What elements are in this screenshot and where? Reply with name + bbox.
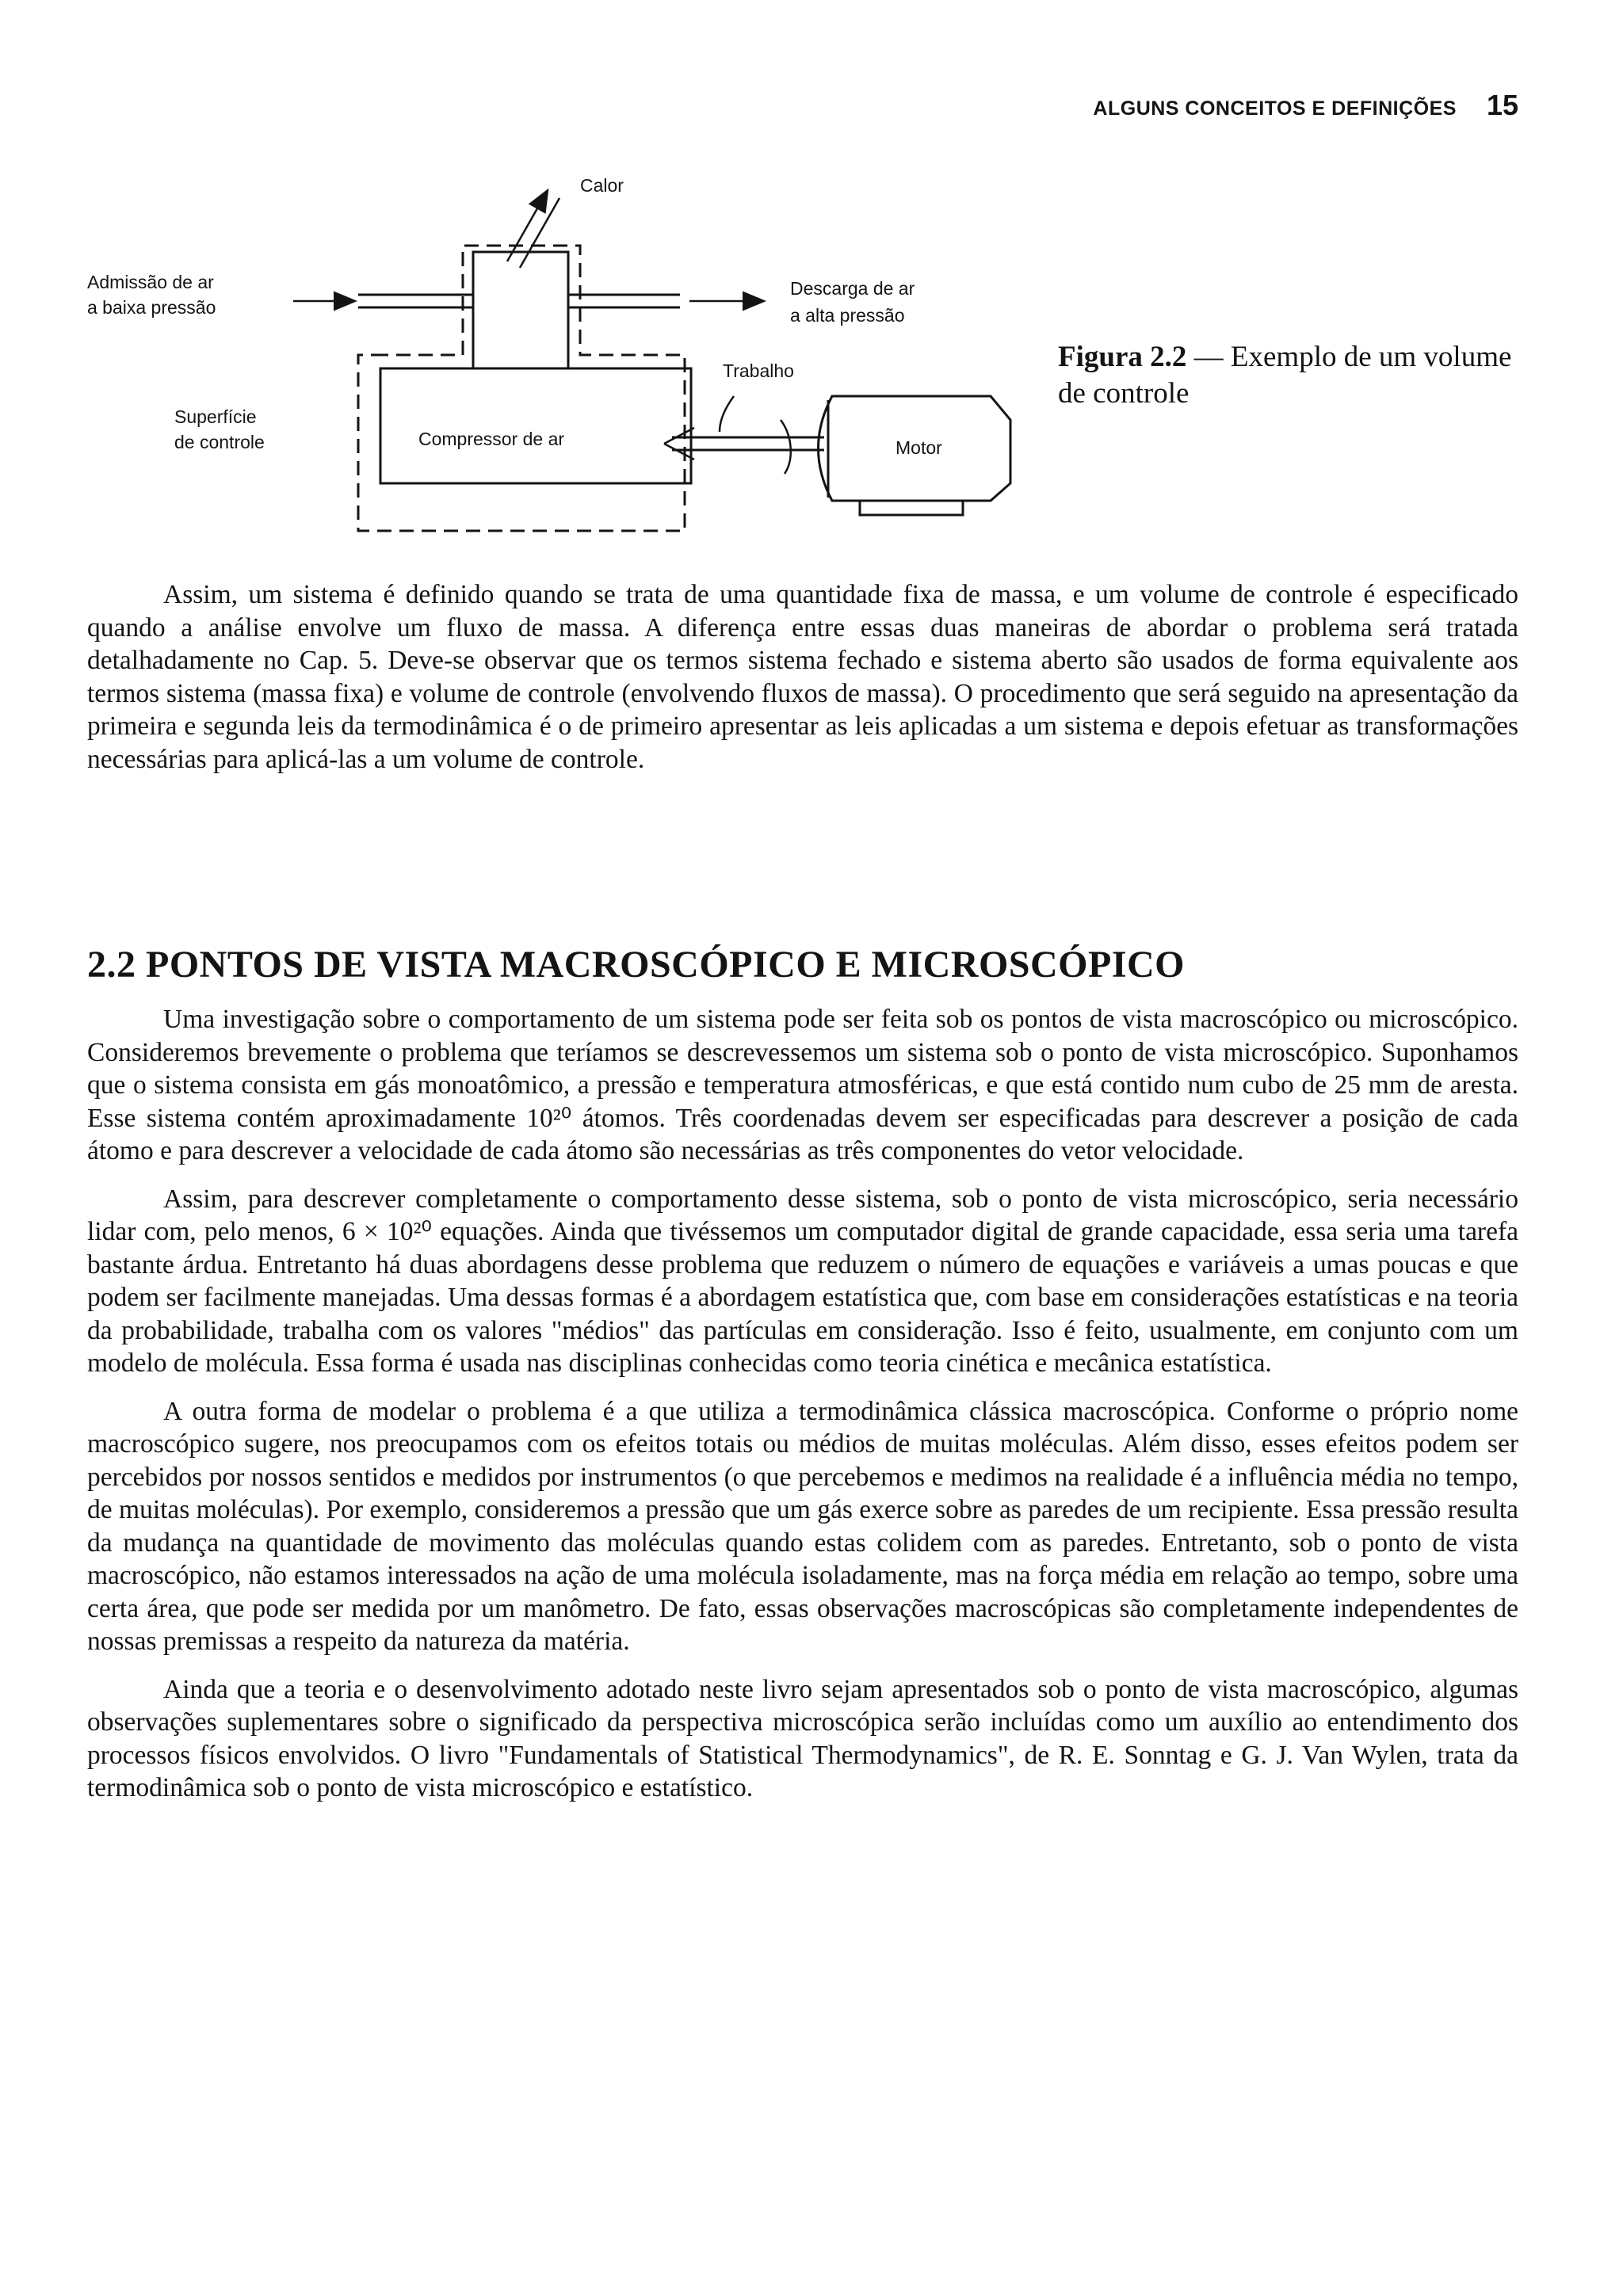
label-outlet-1: Descarga de ar bbox=[790, 278, 915, 299]
control-surface bbox=[358, 246, 685, 531]
page-number: 15 bbox=[1486, 89, 1518, 121]
label-work: Trabalho bbox=[723, 360, 794, 381]
compressor-body bbox=[380, 368, 691, 483]
section-heading: 2.2 PONTOS DE VISTA MACROSCÓPICO E MICROSCÓPICO bbox=[87, 944, 1186, 986]
label-compressor: Compressor de ar bbox=[418, 429, 565, 449]
figure-label: Figura 2.2 bbox=[1058, 341, 1187, 373]
label-surface-2: de controle bbox=[174, 432, 265, 452]
label-inlet-1: Admissão de ar bbox=[87, 272, 214, 292]
control-volume-diagram bbox=[79, 158, 1054, 547]
paragraph: Assim, um sistema é definido quando se trata de uma quantidade fixa de massa, e um volume de controle é especificado quando a análise envolve um fluxo de massa. A diferença entre essas duas maneiras de abordar o problema será tratada detalhadamente no Cap. 5. Deve-se observar que os termos sistema fechado e sistema aberto são usados de forma equivalente aos termos sistema (massa fixa) e volume de controle (envolvendo fluxos de massa). O procedimento que será seguido na apresentação da primeira e segunda leis da termodinâmica é o de primeiro apresentar as leis aplicadas a um sistema e depois efetuar as transformações necessárias para aplicá-las a um volume de controle. bbox=[87, 580, 1518, 774]
motor-base bbox=[860, 501, 963, 515]
paragraph: A outra forma de modelar o problema é a que utiliza a termodinâmica clássica macroscópica. Conforme o próprio nome macroscópico sugere, nos preocupamos com os efeitos totais ou médios de muitas moléculas. Além disso, esses efeitos podem ser percebidos por nossos sentidos e medidos por instrumentos (o que percebemos e medimos na realidade é a influência média no tempo, de muitas moléculas). Por exemplo, consideremos a pressão que um gás exerce sobre as paredes de um recipiente. Essa pressão resulta da mudança na quantidade de movimento das moléculas quando estas colidem com as paredes. Entretanto, sob o ponto de vista macroscópico, não estamos interessados na ação de uma molécula isoladamente, mas na força média em relação ao tempo, sobre uma certa área, que pode ser medida por um manômetro. De fato, essas observações macroscópicas são completamente independentes de nossas premissas a respeito da natureza da matéria. bbox=[87, 1396, 1518, 1656]
section-body bbox=[87, 1003, 1518, 1820]
paragraph: Uma investigação sobre o comportamento de um sistema pode ser feita sob os pontos de vista macroscópico ou microscópico. Consideremos brevemente o problema que teríamos se descrevessemos um sistema sob o ponto de vista microscópico. Suponhamos que o sistema consista em gás monoatômico, a pressão e temperatura atmosféricas, e que está contido num cubo de 25 mm de aresta. Esse sistema contém aproximadamente 10²⁰ átomos. Três coordenadas devem ser especificadas para descrever a posição de cada átomo e para descrever a velocidade de cada átomo são necessárias as três componentes do vetor velocidade. bbox=[87, 1005, 1518, 1165]
label-outlet-2: a alta pressão bbox=[790, 305, 905, 326]
label-surface-1: Superfície bbox=[174, 406, 257, 427]
running-title: ALGUNS CONCEITOS E DEFINIÇÕES bbox=[1093, 97, 1457, 120]
compressor-tank bbox=[473, 252, 568, 368]
work-arrow bbox=[720, 396, 734, 432]
label-motor: Motor bbox=[896, 437, 942, 458]
intro-section bbox=[87, 578, 1518, 791]
figure-control-volume bbox=[79, 158, 1054, 547]
figure-caption bbox=[1058, 339, 1526, 412]
figure-caption-text: — Exemplo de um volume de controle bbox=[1058, 341, 1512, 410]
running-header bbox=[983, 89, 1518, 122]
label-heat: Calor bbox=[580, 175, 624, 196]
label-inlet-2: a baixa pressão bbox=[87, 297, 216, 318]
paragraph: Assim, para descrever completamente o comportamento desse sistema, sob o ponto de vista microscópico, seria necessário lidar com, pelo menos, 6 × 10²⁰ equações. Ainda que tivéssemos um computador digital de grande capacidade, essa seria uma tarefa bastante árdua. Entretanto há duas abordagens desse problema que reduzem o número de equações e variáveis a umas poucas e que podem ser facilmente manejadas. Uma dessas formas é a abordagem estatística que, com base em considerações estatísticas e na teoria da probabilidade, trabalha com os valores "médios" das partículas em consideração. Isso é feito, usualmente, em conjunto com um modelo de molécula. Essa forma é usada nas disciplinas conhecidas como teoria cinética e mecânica estatística. bbox=[87, 1184, 1518, 1378]
paragraph: Ainda que a teoria e o desenvolvimento adotado neste livro sejam apresentados sob o ponto de vista macroscópico, algumas observações suplementares sobre o significado da perspectiva microscópica serão incluídas como um auxílio ao entendimento dos processos físicos envolvidos. O livro "Fundamentals of Statistical Thermodynamics", de R. E. Sonntag e G. J. Van Wylen, trata da termodinâmica sob o ponto de vista microscópico e estatístico. bbox=[87, 1674, 1518, 1802]
